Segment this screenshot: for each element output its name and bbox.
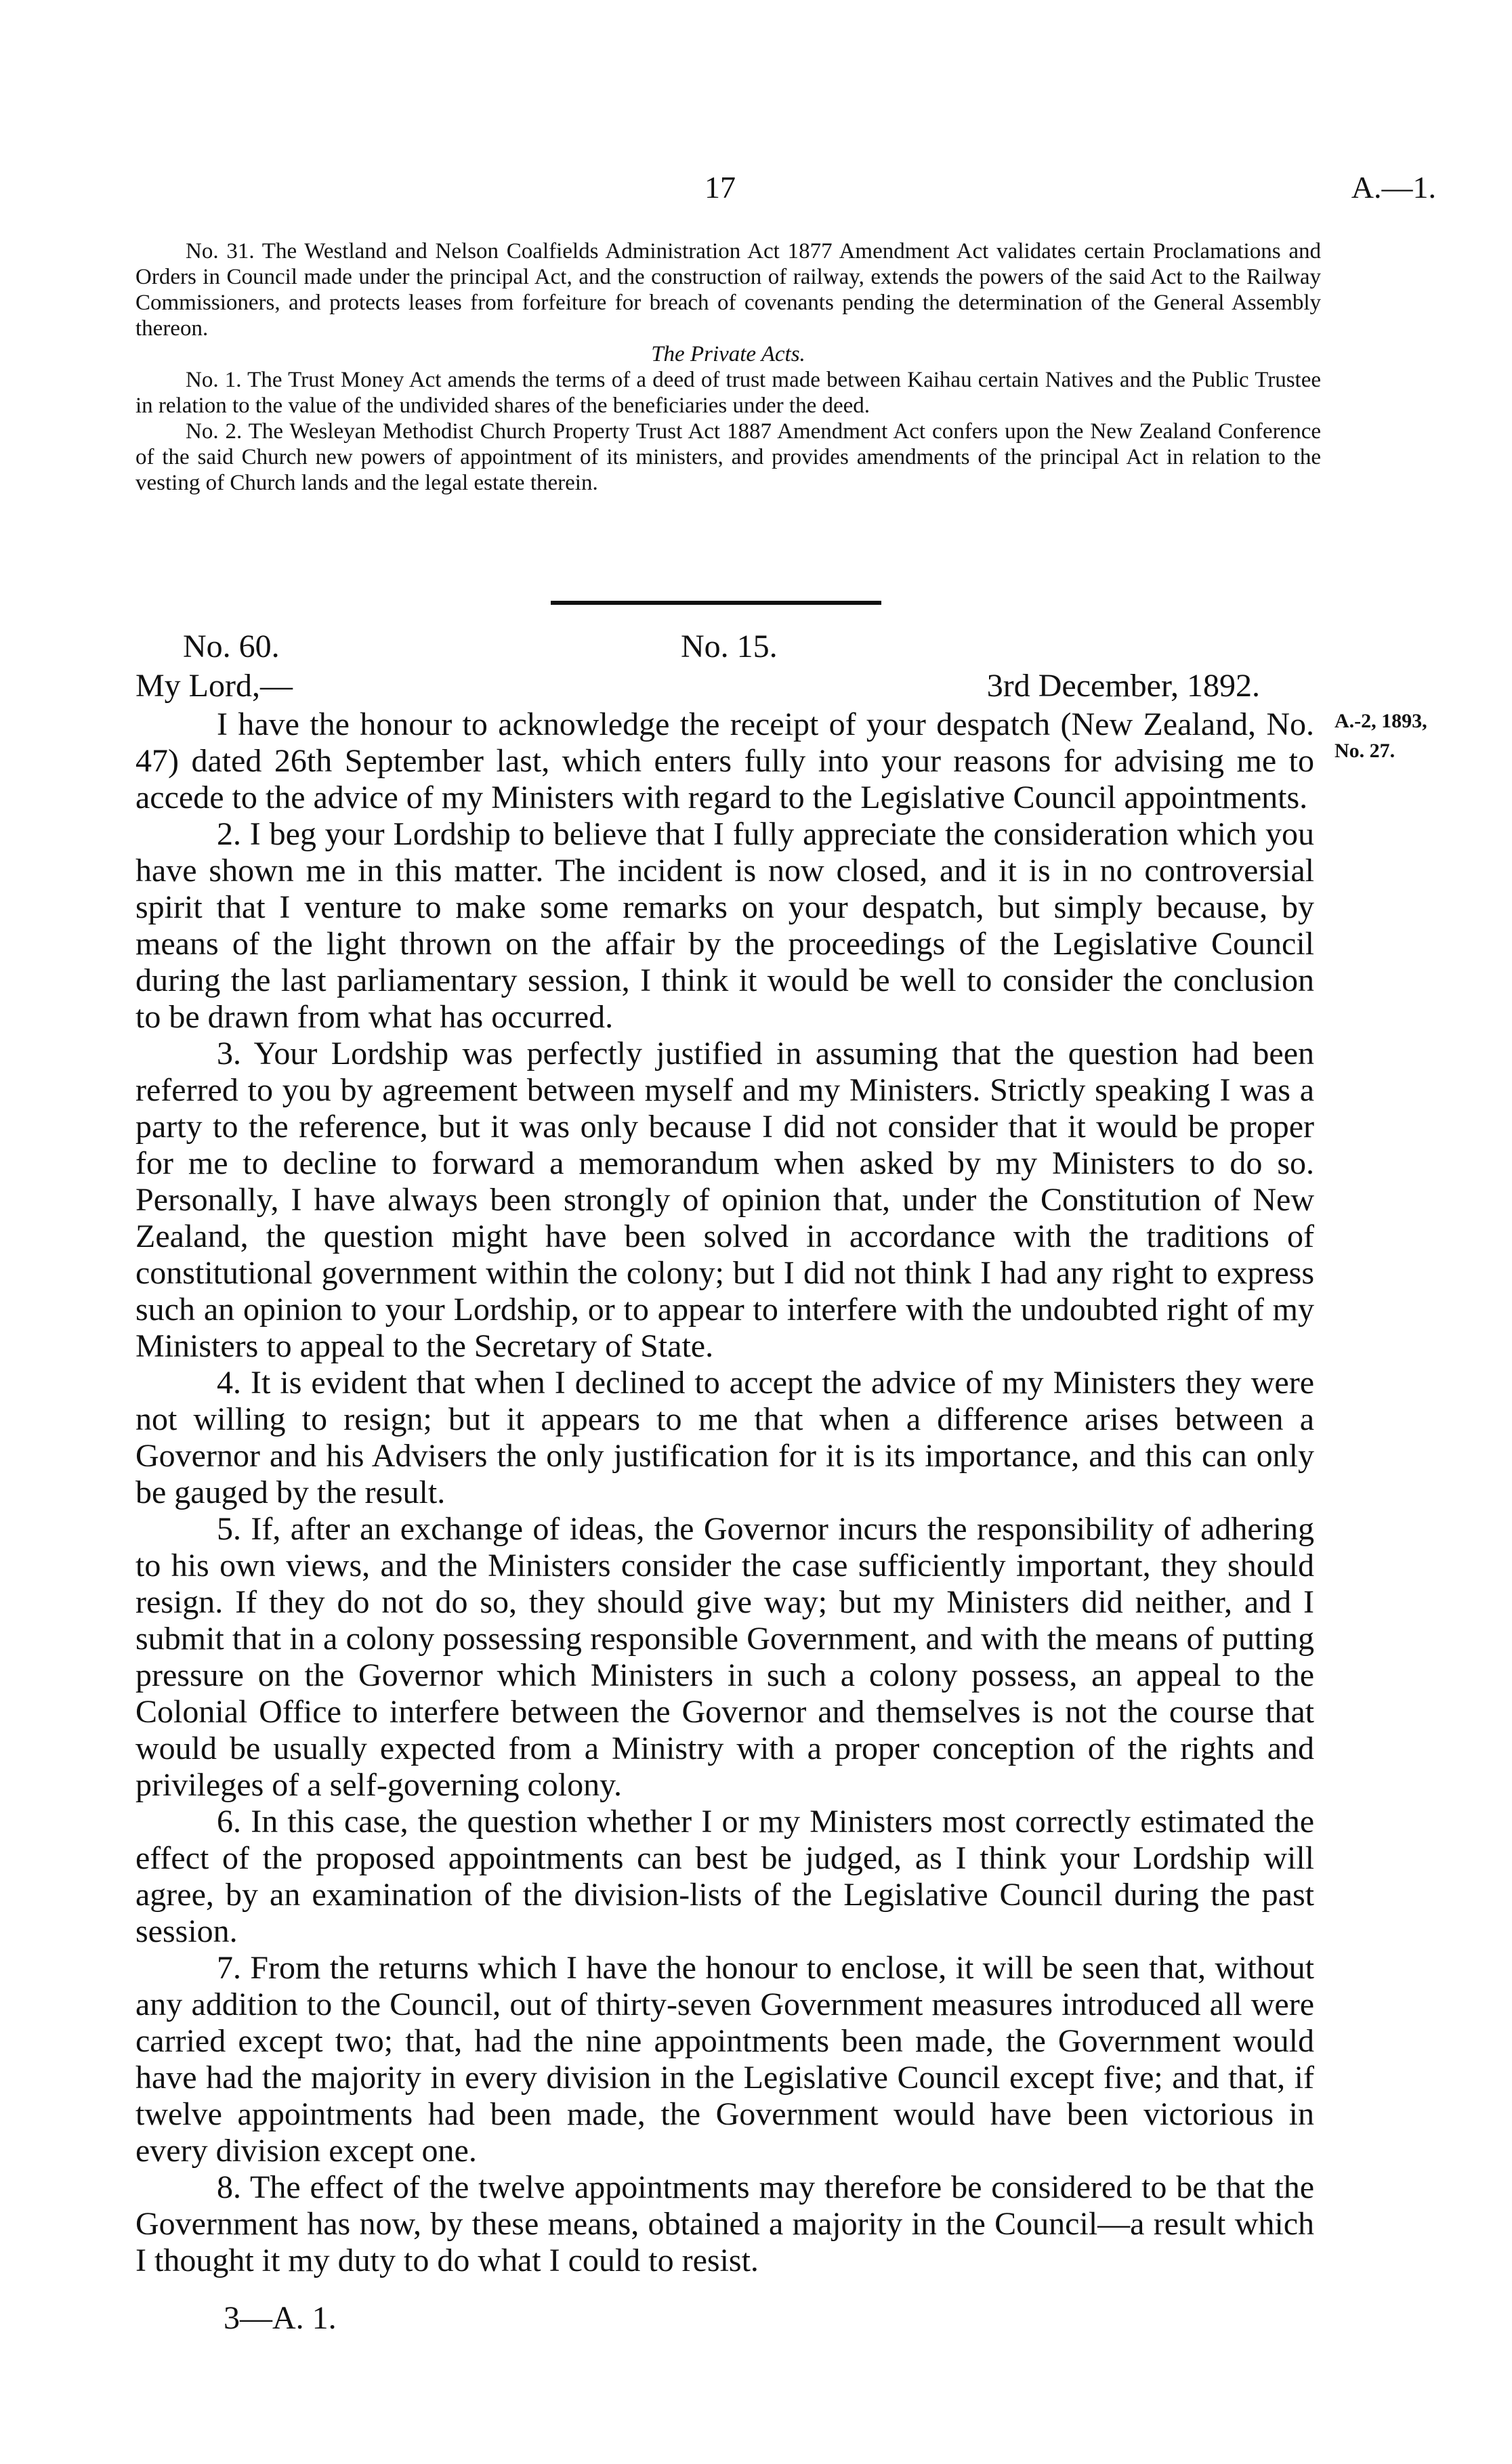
despatch-number-secondary: No. 15.	[681, 629, 778, 664]
letter-body	[135, 706, 1314, 2279]
statute-paragraph: No. 2. The Wesleyan Methodist Church Property Trust Act 1887 Amendment Act confers upon the New Zealand Conference of the said Church new powers of appointment of its ministers, and provides amendments of the principal Act in relation to the vesting of Church lands and the legal estate therein.	[135, 419, 1321, 495]
letter-paragraph: 5. If, after an exchange of ideas, the Governor incurs the responsibility of adhering to his own views, and the Ministers consider the case sufficiently important, they should resign. If they do not do so, they should give way; but my Ministers did neither, and I submit that in a colony possessing responsible Government, and with the means of putting pressure on the Governor which Ministers in such a colony possess, an appeal to the Colonial Office to interfere between the Governor and themselves is not the course that would be usually expected from a Ministry with a proper conception of the rights and privileges of a self-governing colony.	[135, 1511, 1314, 1803]
statute-paragraph: No. 31. The Westland and Nelson Coalfields Administration Act 1877 Amendment Act validates certain Proclamations and Orders in Council made under the principal Act, and the construction of railway, extends the powers of the said Act to the Railway Commissioners, and protects leases from forfeiture for breach of covenants pending the determination of the General Assembly thereon.	[135, 239, 1321, 341]
salutation-row	[135, 667, 1260, 706]
letter-date: 3rd December, 1892.	[986, 668, 1260, 704]
salutation: My Lord,—	[135, 668, 293, 704]
page-header	[135, 169, 1436, 210]
margin-reference	[1335, 706, 1427, 766]
document-reference: A.—1.	[1351, 170, 1436, 205]
margin-reference-line: No. 27.	[1335, 740, 1395, 762]
margin-reference-line: A.-2, 1893,	[1335, 710, 1427, 732]
statute-summary-block	[135, 238, 1321, 496]
private-acts-heading: The Private Acts.	[651, 342, 805, 366]
section-divider	[551, 601, 881, 605]
letter-paragraph: 4. It is evident that when I declined to accept the advice of my Ministers they were not willing to resign; but it appears to me that when a difference arises between a Governor and his Advisers the only justification for it is its importance, and this can only be gauged by the result.	[135, 1365, 1314, 1510]
despatch-number: No. 60.	[183, 629, 280, 664]
letter-paragraph: 2. I beg your Lordship to believe that I fully appreciate the consideration which you have shown me in this matter. The incident is now closed, and it is in no controversial spirit that I venture to make some remarks on your despatch, but simply because, by means of the light thrown on the affair by the proceedings of the Legislative Council during the last parliamentary session, I think it would be well to consider the conclusion to be drawn from what has occurred.	[135, 816, 1314, 1035]
letter-paragraph: 8. The effect of the twelve appointments may therefore be considered to be that the Government has now, by these means, obtained a majority in the Council—a result which I thought it my duty to do what I could to resist.	[135, 2169, 1314, 2278]
statute-paragraph: No. 1. The Trust Money Act amends the terms of a deed of trust made between Kaihau certain Natives and the Public Trustee in relation to the value of the undivided shares of the beneficiaries under the deed.	[135, 368, 1321, 418]
letter-paragraph: 3. Your Lordship was perfectly justified in assuming that the question had been referred to you by agreement between myself and my Ministers. Strictly speaking I was a party to the reference, but it was only because I did not consider that it would be proper for me to decline to forward a memorandum when asked by my Ministers to do so. Personally, I have always been strongly of opinion that, under the Constitution of New Zealand, the question might have been solved in accordance with the traditions of constitutional government within the colony; but I did not think I had any right to express such an opinion to your Lordship, or to appear to interfere with the undoubted right of my Ministers to appeal to the Secretary of State.	[135, 1036, 1314, 1364]
page-number: 17	[705, 170, 736, 205]
letter-paragraph: I have the honour to acknowledge the receipt of your despatch (New Zealand, No. 47) dated 26th September last, which enters fully into your reasons for advising me to accede to the advice of my Ministers with regard to the Legislative Council appointments.	[135, 706, 1314, 815]
signature-mark: 3—A. 1.	[224, 2300, 337, 2336]
letter-paragraph: 6. In this case, the question whether I or my Ministers most correctly estimated the effect of the proposed appointments can best be judged, as I think your Lordship will agree, by an examination of the division-lists of the Legislative Council during the past session.	[135, 1804, 1314, 1949]
despatch-number-row	[183, 628, 1307, 667]
letter-paragraph: 7. From the returns which I have the honour to enclose, it will be seen that, without any addition to the Council, out of thirty-seven Government measures introduced all were carried except two; that, had the nine appointments been made, the Government would have had the majority in every division in the Legislative Council except five; and that, if twelve appointments had been made, the Government would have been victorious in every division except one.	[135, 1950, 1314, 2169]
